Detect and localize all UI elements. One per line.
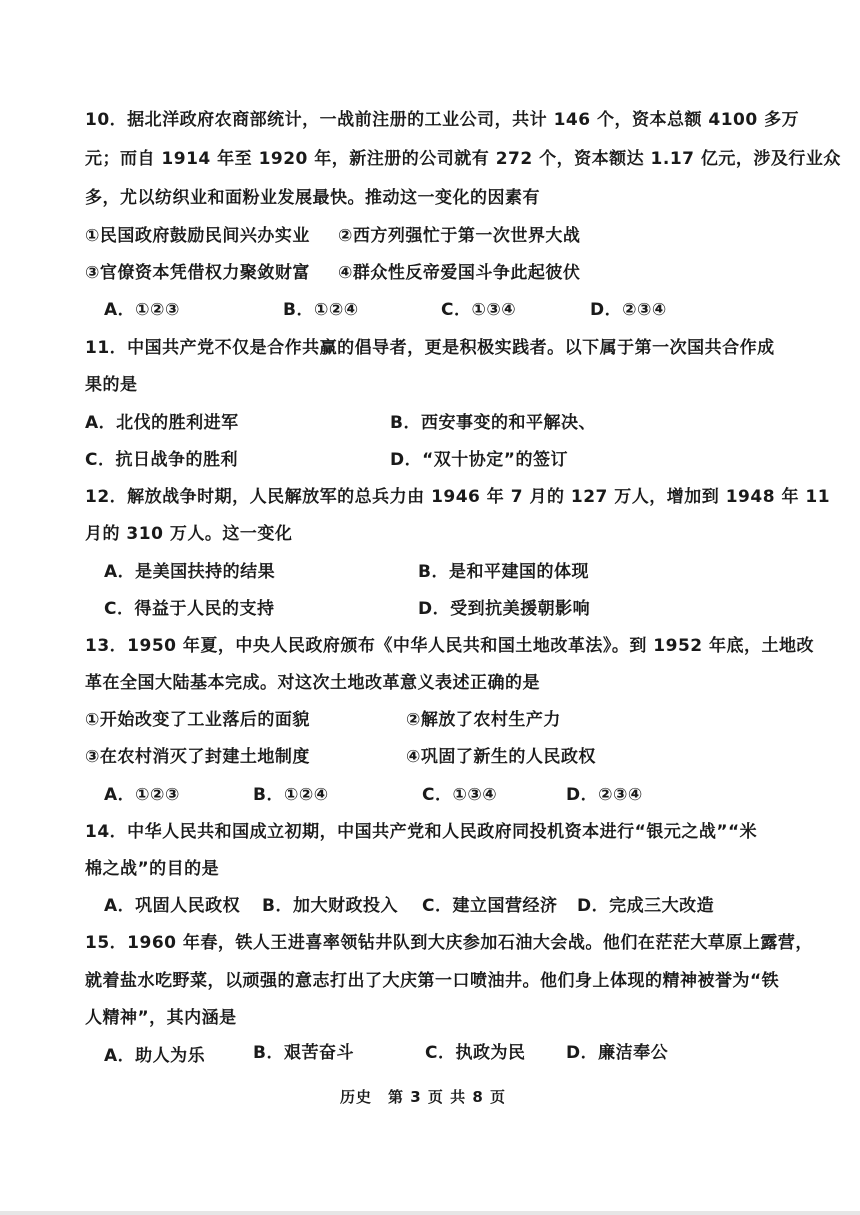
question-text: 多，尤以纺织业和面粉业发展最快。推动这一变化的因素有 [85,188,540,208]
option-c: C．抗日战争的胜利 [85,450,238,470]
option-a: A．①②③ [104,785,180,805]
option-a: A．助人为乐 [104,1046,206,1066]
question-text: 革在全国大陆基本完成。对这次土地改革意义表述正确的是 [85,673,540,693]
option-b: B．艰苦奋斗 [253,1043,354,1063]
option-c: C．建立国营经济 [422,896,558,916]
option-a: A．是美国扶持的结果 [104,562,276,582]
option-d: D．“双十协定”的签订 [390,450,568,470]
option-a: A．巩固人民政权 [104,896,241,916]
option-d: D．廉洁奉公 [566,1043,669,1063]
option-c: C．执政为民 [425,1043,526,1063]
option-b: B．西安事变的和平解决、 [390,413,596,433]
option-d: D．②③④ [590,300,667,320]
question-text: 12．解放战争时期，人民解放军的总兵力由 1946 年 7 月的 127 万人，增加到 1948 年 11 [85,487,831,507]
option-b: B．①②④ [283,300,359,320]
question-text: 11．中国共产党不仅是合作共赢的倡导者，更是积极实践者。以下属于第一次国共合作成 [85,338,775,358]
question-text: 13．1950 年夏，中央人民政府颁布《中华人民共和国土地改革法》。到 1952 年底，土地改 [85,636,815,656]
option-d: D．受到抗美援朝影响 [418,599,591,619]
option-d: D．完成三大改造 [577,896,715,916]
statement-3: ③官僚资本凭借权力聚敛财富 [85,263,310,283]
question-text: 10．据北洋政府农商部统计，一战前注册的工业公司，共计 146 个，资本总额 4100 多万 [85,110,800,130]
question-text: 果的是 [85,375,138,395]
option-c: C．①③④ [422,785,498,805]
scan-edge-divider [0,1211,860,1215]
option-a: A．①②③ [104,300,180,320]
option-b: B．加大财政投入 [262,896,398,916]
statement-1: ①民国政府鼓励民间兴办实业 [85,226,310,246]
question-text: 就着盐水吃野菜，以顽强的意志打出了大庆第一口喷油井。他们身上体现的精神被誉为“铁 [85,971,780,991]
statement-1: ①开始改变了工业落后的面貌 [85,710,310,730]
question-text: 月的 310 万人。这一变化 [85,524,293,544]
question-text: 15．1960 年春，铁人王进喜率领钻井队到大庆参加石油大会战。他们在茫茫大草原上露营， [85,933,813,953]
statement-2: ②西方列强忙于第一次世界大战 [338,226,581,246]
question-text: 人精神”，其内涵是 [85,1008,237,1028]
option-a: A．北伐的胜利进军 [85,413,239,433]
option-c: C．①③④ [441,300,517,320]
statement-2: ②解放了农村生产力 [406,710,561,730]
question-text: 棉之战”的目的是 [85,859,220,879]
question-text: 元；而自 1914 年至 1920 年，新注册的公司就有 272 个，资本额达 1.17 亿元，涉及行业众 [85,149,841,169]
option-d: D．②③④ [566,785,643,805]
page-footer: 历史 第 3 页 共 8 页 [340,1088,506,1106]
option-b: B．是和平建国的体现 [418,562,589,582]
statement-4: ④巩固了新生的人民政权 [406,747,596,767]
option-c: C．得益于人民的支持 [104,599,275,619]
option-b: B．①②④ [253,785,329,805]
statement-4: ④群众性反帝爱国斗争此起彼伏 [338,263,581,283]
statement-3: ③在农村消灭了封建土地制度 [85,747,310,767]
question-text: 14．中华人民共和国成立初期，中国共产党和人民政府同投机资本进行“银元之战”“米 [85,822,758,842]
